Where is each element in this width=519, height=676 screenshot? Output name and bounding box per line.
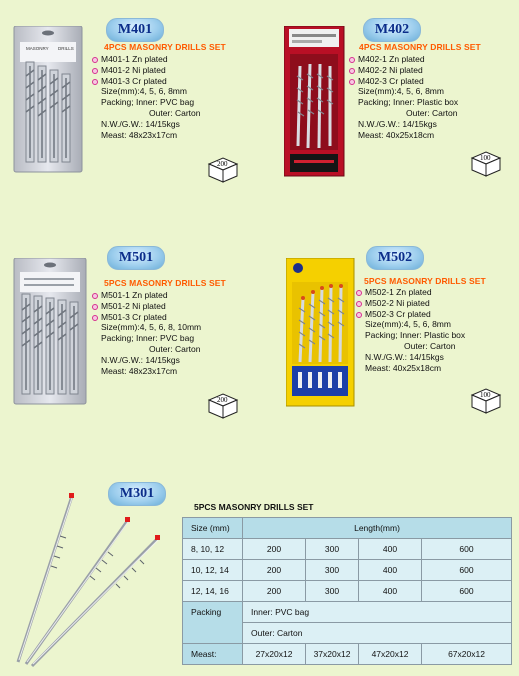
m401-bag-label-1: MASONRY bbox=[26, 46, 49, 51]
m402-packing-inner: Packing; Inner: Plastic box bbox=[358, 97, 459, 108]
table-header-row bbox=[183, 518, 512, 539]
m401-title: 4PCS MASONRY DRILLS SET bbox=[104, 42, 226, 52]
m502-variant-3: M502-3 Cr plated bbox=[356, 309, 465, 320]
length-header: Length(mm) bbox=[243, 518, 512, 539]
meast-label: Meast: bbox=[183, 644, 243, 665]
m501-specs bbox=[92, 290, 201, 376]
length-cell: 400 bbox=[359, 560, 422, 581]
m402-specs bbox=[349, 54, 458, 140]
m502-weight: N.W./G.W.: 14/15kgs bbox=[365, 351, 444, 362]
m502-packing-inner: Packing; Inner: Plastic box bbox=[365, 330, 466, 341]
meast-row bbox=[183, 644, 512, 665]
m401-variant-1: M401-1 Zn plated bbox=[92, 54, 201, 65]
m401-variant-3: M401-3 Cr plated bbox=[92, 76, 201, 87]
m401-carton-qty: 200 bbox=[217, 160, 228, 168]
table-row bbox=[183, 560, 512, 581]
m502-code-badge: M502 bbox=[366, 246, 424, 270]
m502-specs bbox=[356, 287, 465, 373]
m401-bag-label-2: DRILLS bbox=[58, 46, 74, 51]
m402-title: 4PCS MASONRY DRILLS SET bbox=[359, 42, 481, 52]
table-row bbox=[183, 539, 512, 560]
packing-row bbox=[183, 602, 512, 623]
m501-code-badge: M501 bbox=[107, 246, 165, 270]
m401-size: Size(mm):4, 5, 6, 8mm bbox=[101, 86, 187, 97]
m502-variant-1: M502-1 Zn plated bbox=[356, 287, 465, 298]
m301-table-title: 5PCS MASONRY DRILLS SET bbox=[194, 502, 314, 512]
m401-carton-icon bbox=[207, 156, 239, 184]
m401-packing-inner: Packing; Inner: PVC bag bbox=[101, 97, 195, 108]
row-size: 12, 14, 16 bbox=[183, 581, 243, 602]
row-size: 8, 10, 12 bbox=[183, 539, 243, 560]
m501-carton-icon bbox=[207, 392, 239, 420]
length-cell: 200 bbox=[243, 560, 306, 581]
m402-size: Size(mm):4, 5, 6, 8mm bbox=[358, 86, 444, 97]
m501-variant-1: M501-1 Zn plated bbox=[92, 290, 201, 301]
table-row bbox=[183, 581, 512, 602]
m502-carton-qty: 100 bbox=[480, 391, 491, 399]
m402-carton-qty: 100 bbox=[480, 154, 491, 162]
m502-product-photo bbox=[286, 258, 356, 408]
m401-packing-outer: Outer: Carton bbox=[149, 107, 201, 118]
length-cell: 200 bbox=[243, 539, 306, 560]
m402-code-badge: M402 bbox=[363, 18, 421, 42]
m501-variant-2: M501-2 Ni plated bbox=[92, 301, 201, 312]
m501-weight: N.W./G.W.: 14/15kgs bbox=[101, 354, 180, 365]
m501-meast: Meast: 48x23x17cm bbox=[101, 365, 178, 376]
m501-size: Size(mm):4, 5, 6, 8, 10mm bbox=[101, 322, 202, 333]
m402-variant-1: M402-1 Zn plated bbox=[349, 54, 458, 65]
row-size: 10, 12, 14 bbox=[183, 560, 243, 581]
m502-title: 5PCS MASONRY DRILLS SET bbox=[364, 276, 486, 286]
m501-packing-inner: Packing; Inner: PVC bag bbox=[101, 333, 195, 344]
m502-meast: Meast: 40x25x18cm bbox=[365, 362, 442, 373]
m402-carton-icon bbox=[470, 150, 502, 178]
length-cell: 600 bbox=[422, 560, 512, 581]
m401-specs bbox=[92, 54, 201, 140]
m402-variant-2: M402-2 Ni plated bbox=[349, 65, 458, 76]
length-cell: 600 bbox=[422, 539, 512, 560]
m402-variant-3: M402-3 Cr plated bbox=[349, 76, 458, 87]
length-cell: 600 bbox=[422, 581, 512, 602]
m502-carton-icon bbox=[470, 387, 502, 415]
size-header: Size (mm) bbox=[183, 518, 243, 539]
meast-cell: 47x20x12 bbox=[359, 644, 422, 665]
m502-packing-outer: Outer: Carton bbox=[404, 340, 456, 351]
length-cell: 200 bbox=[243, 581, 306, 602]
m402-weight: N.W./G.W.: 14/15kgs bbox=[358, 118, 437, 129]
m502-variant-2: M502-2 Ni piated bbox=[356, 298, 465, 309]
length-cell: 400 bbox=[359, 581, 422, 602]
length-cell: 300 bbox=[306, 539, 359, 560]
length-cell: 300 bbox=[306, 560, 359, 581]
m501-packing-outer: Outer: Carton bbox=[149, 343, 201, 354]
packing-outer: Outer: Carton bbox=[243, 623, 512, 644]
m502-size: Size(mm):4, 5, 6, 8mm bbox=[365, 319, 451, 330]
m402-meast: Meast: 40x25x18cm bbox=[358, 129, 435, 140]
m301-product-photo bbox=[10, 490, 170, 670]
m401-weight: N.W./G.W.: 14/15kgs bbox=[101, 118, 180, 129]
length-cell: 300 bbox=[306, 581, 359, 602]
packing-inner: Inner: PVC bag bbox=[243, 602, 512, 623]
m301-code-badge: M301 bbox=[108, 482, 166, 506]
m401-product-photo bbox=[12, 26, 84, 174]
m501-product-photo bbox=[12, 258, 88, 406]
m301-spec-table bbox=[182, 517, 512, 665]
meast-cell: 37x20x12 bbox=[306, 644, 359, 665]
m402-product-photo bbox=[284, 26, 346, 178]
packing-label: Packing bbox=[183, 602, 243, 644]
m401-meast: Meast: 48x23x17cm bbox=[101, 129, 178, 140]
meast-cell: 27x20x12 bbox=[243, 644, 306, 665]
m402-packing-outer: Outer: Carton bbox=[406, 107, 458, 118]
length-cell: 400 bbox=[359, 539, 422, 560]
meast-cell: 67x20x12 bbox=[422, 644, 512, 665]
m401-variant-2: M401-2 Ni plated bbox=[92, 65, 201, 76]
m401-code-badge: M401 bbox=[106, 18, 164, 42]
m501-title: 5PCS MASONRY DRILLS SET bbox=[104, 278, 226, 288]
m501-variant-3: M501-3 Cr plated bbox=[92, 312, 201, 323]
m501-carton-qty: 200 bbox=[217, 396, 228, 404]
